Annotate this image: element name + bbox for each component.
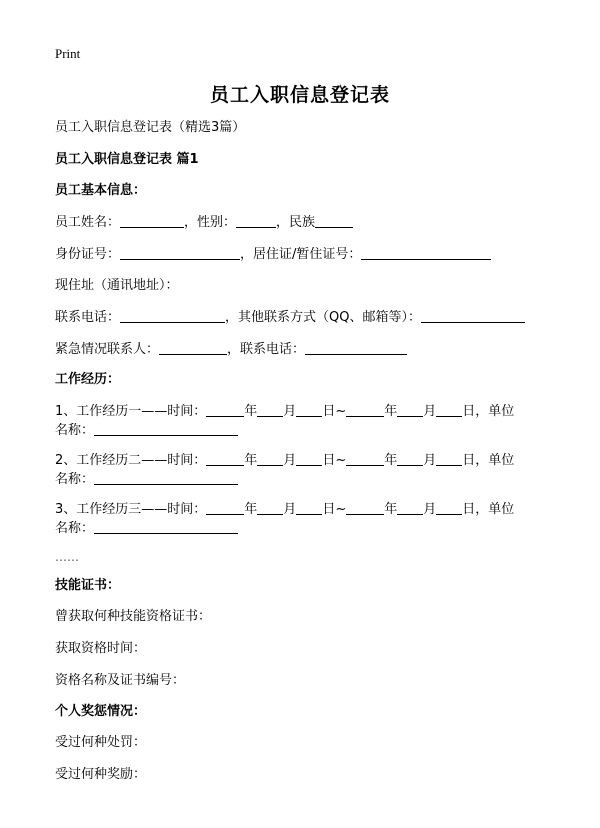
other-contact-blank[interactable] — [421, 308, 525, 323]
emergency-phone-blank[interactable] — [305, 340, 407, 355]
work-heading: 工作经历： — [55, 372, 121, 387]
award-question: 受过何种奖励： — [55, 767, 147, 782]
address-line: 现住址（通讯地址）： — [55, 278, 179, 293]
day-tilde-label: 日~ — [322, 502, 347, 517]
print-label: Print — [55, 46, 81, 61]
work-item-3-unit — [55, 519, 238, 538]
day-end-label: 日，单位 — [462, 453, 515, 468]
name-gender-ethnic-line — [55, 213, 353, 232]
year-label: 年 — [244, 502, 258, 517]
end-day-blank[interactable] — [436, 451, 462, 466]
name-label: 员工姓名： — [55, 215, 121, 230]
end-day-blank[interactable] — [436, 402, 462, 417]
basic-info-heading: 员工基本信息： — [55, 183, 147, 198]
work-item-1-prefix: 1、工作经历一——时间： — [55, 404, 207, 419]
end-year-blank[interactable] — [346, 500, 384, 515]
unit-name-label: 名称： — [55, 521, 95, 536]
start-year-blank[interactable] — [206, 500, 244, 515]
start-year-blank[interactable] — [206, 451, 244, 466]
work-item-1-unit — [55, 421, 238, 440]
emergency-line — [55, 340, 407, 359]
punishment-question: 受过何种处罚： — [55, 735, 147, 750]
phone-blank[interactable] — [120, 308, 225, 323]
gender-label: ，性别： — [184, 215, 237, 230]
document-subtitle: 员工入职信息登记表（精选3篇） — [55, 120, 246, 135]
end-day-blank[interactable] — [436, 500, 462, 515]
residence-blank[interactable] — [361, 245, 491, 260]
month-label: 月 — [423, 453, 437, 468]
id-blank[interactable] — [120, 245, 240, 260]
skills-name-number-question: 资格名称及证书编号： — [55, 673, 186, 688]
end-month-blank[interactable] — [397, 500, 423, 515]
work-item-3-prefix: 3、工作经历三——时间： — [55, 502, 207, 517]
year-label: 年 — [244, 453, 258, 468]
month-label: 月 — [283, 453, 297, 468]
gender-blank[interactable] — [236, 213, 276, 228]
year-label: 年 — [244, 404, 258, 419]
work-item-2-unit — [55, 470, 238, 489]
start-day-blank[interactable] — [296, 451, 322, 466]
document-title: 员工入职信息登记表 — [209, 84, 390, 106]
day-end-label: 日，单位 — [462, 404, 515, 419]
month-label: 月 — [283, 502, 297, 517]
skills-heading: 技能证书： — [55, 578, 121, 593]
end-month-blank[interactable] — [397, 402, 423, 417]
month-label: 月 — [283, 404, 297, 419]
year-label: 年 — [384, 502, 398, 517]
id-label: 身份证号： — [55, 247, 121, 262]
day-end-label: 日，单位 — [462, 502, 515, 517]
work-item-3 — [55, 500, 514, 519]
start-year-blank[interactable] — [206, 402, 244, 417]
end-month-blank[interactable] — [397, 451, 423, 466]
other-contact-label: ，其他联系方式（QQ、邮箱等）： — [225, 310, 421, 325]
ellipsis: …… — [55, 550, 79, 564]
unit-name-blank[interactable] — [94, 519, 238, 534]
unit-name-blank[interactable] — [94, 421, 238, 436]
start-month-blank[interactable] — [257, 500, 283, 515]
month-label: 月 — [423, 404, 437, 419]
end-year-blank[interactable] — [346, 451, 384, 466]
emergency-blank[interactable] — [159, 340, 227, 355]
id-line — [55, 245, 491, 264]
chapter-heading: 员工入职信息登记表 篇1 — [55, 152, 199, 167]
phone-line — [55, 308, 525, 327]
end-year-blank[interactable] — [346, 402, 384, 417]
day-tilde-label: 日~ — [322, 453, 347, 468]
emergency-phone-label: ，联系电话： — [227, 342, 306, 357]
start-day-blank[interactable] — [296, 500, 322, 515]
start-day-blank[interactable] — [296, 402, 322, 417]
start-month-blank[interactable] — [257, 402, 283, 417]
day-tilde-label: 日~ — [322, 404, 347, 419]
start-month-blank[interactable] — [257, 451, 283, 466]
emergency-label: 紧急情况联系人： — [55, 342, 160, 357]
skills-certificate-question: 曾获取何种技能资格证书： — [55, 609, 212, 624]
residence-label: ，居住证/暂住证号： — [240, 247, 362, 262]
unit-name-label: 名称： — [55, 423, 95, 438]
name-blank[interactable] — [120, 213, 184, 228]
skills-time-question: 获取资格时间： — [55, 641, 147, 656]
year-label: 年 — [384, 404, 398, 419]
month-label: 月 — [423, 502, 437, 517]
unit-name-blank[interactable] — [94, 470, 238, 485]
year-label: 年 — [384, 453, 398, 468]
work-item-2 — [55, 451, 514, 470]
work-item-1 — [55, 402, 514, 421]
ethnic-label: ，民族 — [276, 215, 316, 230]
phone-label: 联系电话： — [55, 310, 121, 325]
work-item-2-prefix: 2、工作经历二——时间： — [55, 453, 207, 468]
rewards-heading: 个人奖惩情况： — [55, 704, 147, 719]
unit-name-label: 名称： — [55, 472, 95, 487]
ethnic-blank[interactable] — [315, 213, 353, 228]
